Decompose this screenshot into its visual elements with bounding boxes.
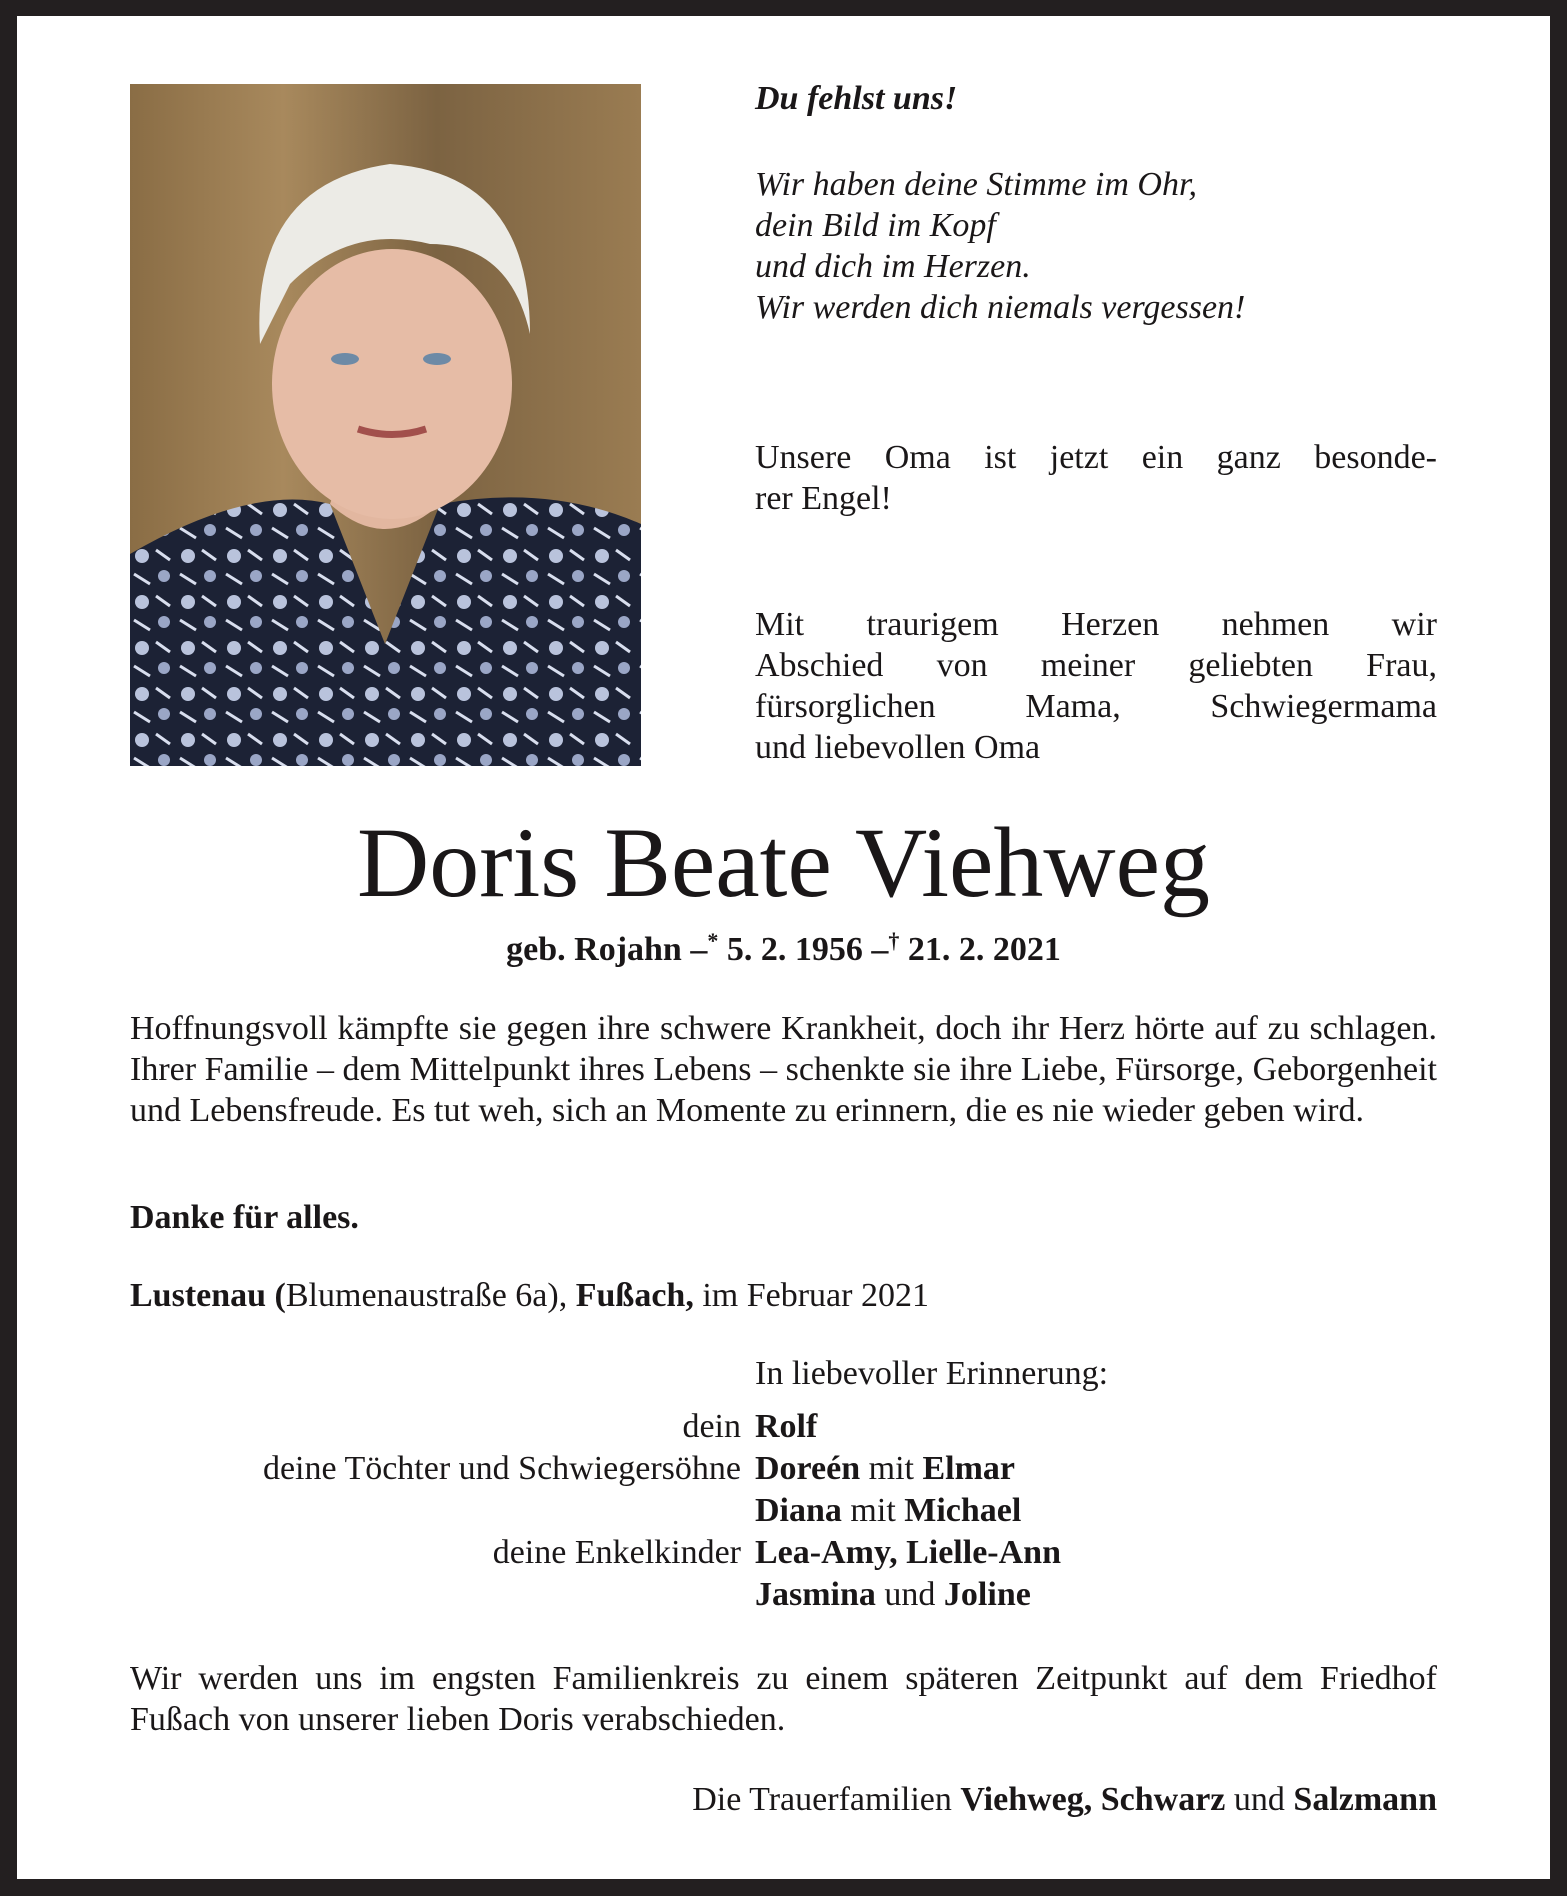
signature-prefix: Die Trauerfamilien [692, 1781, 961, 1818]
mourner-name: Doreén [755, 1450, 861, 1487]
mourner-names [755, 1406, 817, 1447]
conjunction: und [1225, 1781, 1294, 1818]
family-salzmann: Salzmann [1293, 1781, 1437, 1818]
relation-label: deine Enkelkinder [492, 1534, 741, 1571]
funeral-note: Wir werden uns im engsten Familienkreis zu einem späteren Zeitpunkt auf dem Friedhof Fußach von unserer lieben Doris verabschieden. [130, 1660, 1437, 1738]
thanks: Danke für alles. [130, 1199, 359, 1236]
family-viehweg: Viehweg, [960, 1781, 1093, 1818]
angel-text [755, 437, 1437, 519]
date: im Februar 2021 [693, 1277, 929, 1314]
poem-line: dein Bild im Kopf [755, 207, 996, 244]
portrait-photo [130, 84, 641, 766]
farewell-text [755, 604, 1437, 768]
place-date [130, 1275, 1437, 1316]
connector: mit [841, 1492, 905, 1529]
mourner-names [755, 1574, 1031, 1615]
signature [692, 1779, 1437, 1820]
deceased-name: Doris Beate Viehweg [356, 807, 1211, 918]
town-fussach: Fußach, [575, 1277, 694, 1314]
mourner-name: Michael [904, 1492, 1022, 1529]
body-text: Hoffnungsvoll kämpfte sie gegen ihre schwere Krankheit, doch ihr Herz hörte auf zu schlagen. Ihrer Familie – dem Mittelpunkt ihres Lebens – schenkte sie ihre Liebe, Fürsorge, Geborgenheit und Lebensfreude. Es tut weh, sich an Momente zu erinnern, die es nie wieder geben wird. [130, 1010, 1437, 1129]
mourner-name: Diana [755, 1492, 842, 1529]
family-schwarz: Schwarz [1092, 1781, 1226, 1818]
poem-line: Wir haben deine Stimme im Ohr, [755, 166, 1197, 203]
relation-label: deine Töchter und Schwiegersöhne [262, 1450, 741, 1487]
poem-line: Wir werden dich niemals vergessen! [755, 289, 1246, 326]
poem-title: Du fehlst uns! [755, 80, 958, 117]
connector: und [875, 1576, 944, 1613]
mourner-names [755, 1490, 1021, 1531]
farewell-line: fürsorglichen Mama, Schwiegermama [755, 688, 1437, 725]
mourner-name: Elmar [922, 1450, 1016, 1487]
angel-line: Unsere Oma ist jetzt ein ganz besonde- [755, 439, 1437, 476]
poem-line: und dich im Herzen. [755, 248, 1031, 285]
mourner-name: Lea-Amy, Lielle-Ann [755, 1534, 1061, 1571]
separator: – [690, 931, 708, 968]
address: Blumenaustraße 6a), [285, 1277, 576, 1314]
birth-name: geb. Rojahn [506, 931, 682, 968]
separator: – [871, 931, 889, 968]
birth-symbol: * [707, 928, 719, 953]
birth-date: 5. 2. 1956 [726, 931, 863, 968]
mourner-names [755, 1532, 1061, 1573]
mourner-name: Jasmina [755, 1576, 876, 1613]
poem [755, 164, 1437, 328]
death-date: 21. 2. 2021 [907, 931, 1061, 968]
farewell-line: Abschied von meiner geliebten Frau, [755, 647, 1437, 684]
life-dates [0, 928, 1567, 969]
relation-label: dein [682, 1408, 741, 1445]
remembrance-heading: In liebevoller Erinnerung: [755, 1355, 1109, 1392]
death-symbol: † [888, 928, 900, 953]
mourner-name: Joline [943, 1576, 1031, 1613]
farewell-line: Mit traurigem Herzen nehmen wir [755, 606, 1437, 643]
mourner-names [755, 1448, 1015, 1489]
angel-line: rer Engel! [755, 480, 892, 517]
farewell-line: und liebevollen Oma [755, 729, 1041, 766]
town-lustenau: Lustenau ( [130, 1277, 286, 1314]
mourner-name: Rolf [755, 1408, 818, 1445]
connector: mit [860, 1450, 923, 1487]
